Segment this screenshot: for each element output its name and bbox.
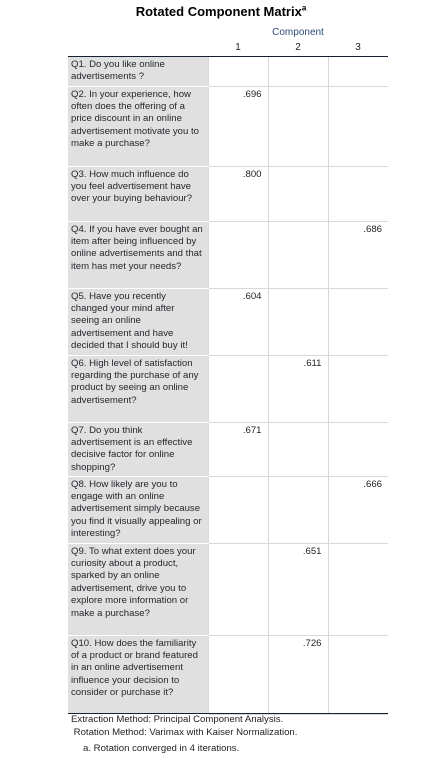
loading-cell bbox=[208, 221, 268, 288]
row-label: Q4. If you have ever bought an item after being influenced by online advertisements and that item has met your needs? bbox=[68, 221, 208, 288]
row-label: Q6. High level of satisfaction regarding the purchase of any product by seeing an online advertisement? bbox=[68, 355, 208, 422]
column-header-2: 2 bbox=[295, 42, 301, 53]
loading-cell: .651 bbox=[268, 543, 328, 635]
table-row bbox=[68, 221, 388, 288]
loading-cell: .800 bbox=[208, 166, 268, 221]
table-title bbox=[0, 4, 442, 19]
loading-cell bbox=[328, 86, 388, 166]
row-label: Q1. Do you like online advertisements ? bbox=[68, 57, 208, 86]
row-label: Q10. How does the familiarity of a product or brand featured in an online advertisement influence your decision to consider or purchase it? bbox=[68, 635, 208, 714]
table-row bbox=[68, 57, 388, 86]
table-row bbox=[68, 635, 388, 714]
table-row bbox=[68, 355, 388, 422]
loading-cell bbox=[208, 635, 268, 714]
loading-cell bbox=[268, 57, 328, 86]
loading-cell bbox=[328, 166, 388, 221]
row-label: Q8. How likely are you to engage with an online advertisement simply because you find it visually appealing or interesting? bbox=[68, 476, 208, 543]
loading-cell bbox=[328, 543, 388, 635]
loading-cell: .666 bbox=[328, 476, 388, 543]
loading-cell: .696 bbox=[208, 86, 268, 166]
table-row bbox=[68, 86, 388, 166]
component-matrix-table bbox=[68, 57, 388, 715]
row-label: Q5. Have you recently changed your mind after seeing an online advertisement and have decided that I should buy it! bbox=[68, 288, 208, 355]
table-row bbox=[68, 288, 388, 355]
row-label: Q2. In your experience, how often does the offering of a price discount in an online advertisement motivate you to make a purchase? bbox=[68, 86, 208, 166]
loading-cell bbox=[328, 57, 388, 86]
loading-cell bbox=[328, 288, 388, 355]
loading-cell: .611 bbox=[268, 355, 328, 422]
loading-cell bbox=[328, 355, 388, 422]
loading-cell bbox=[268, 86, 328, 166]
loading-cell bbox=[268, 422, 328, 476]
table-row bbox=[68, 166, 388, 221]
loading-cell bbox=[208, 543, 268, 635]
loading-cell bbox=[328, 422, 388, 476]
loading-cell bbox=[268, 288, 328, 355]
loading-cell: .604 bbox=[208, 288, 268, 355]
rotation-method-note: Rotation Method: Varimax with Kaiser Normalization. bbox=[71, 727, 298, 738]
extraction-method-note: Extraction Method: Principal Component Analysis. bbox=[71, 714, 284, 725]
loading-cell: .726 bbox=[268, 635, 328, 714]
column-header-3: 3 bbox=[355, 42, 361, 53]
table-row bbox=[68, 543, 388, 635]
column-header-1: 1 bbox=[235, 42, 241, 53]
loading-cell bbox=[208, 355, 268, 422]
loading-cell bbox=[208, 476, 268, 543]
component-header: Component bbox=[272, 27, 324, 38]
footnote-a: a. Rotation converged in 4 iterations. bbox=[83, 743, 240, 754]
table-row bbox=[68, 476, 388, 543]
row-label: Q9. To what extent does your curiosity about a product, sparked by an online advertisement, drive you to explore more information or make a purchase? bbox=[68, 543, 208, 635]
loading-cell bbox=[208, 57, 268, 86]
row-label: Q3. How much influence do you feel advertisement have over your buying behaviour? bbox=[68, 166, 208, 221]
loading-cell: .671 bbox=[208, 422, 268, 476]
loading-cell bbox=[268, 476, 328, 543]
row-label: Q7. Do you think advertisement is an effective decisive factor for online shopping? bbox=[68, 422, 208, 476]
title-footnote-marker: a bbox=[301, 3, 307, 13]
loading-cell bbox=[268, 221, 328, 288]
table-title-text: Rotated Component Matrix bbox=[135, 4, 302, 19]
table-row bbox=[68, 422, 388, 476]
loading-cell bbox=[268, 166, 328, 221]
loading-cell: .686 bbox=[328, 221, 388, 288]
loading-cell bbox=[328, 635, 388, 714]
